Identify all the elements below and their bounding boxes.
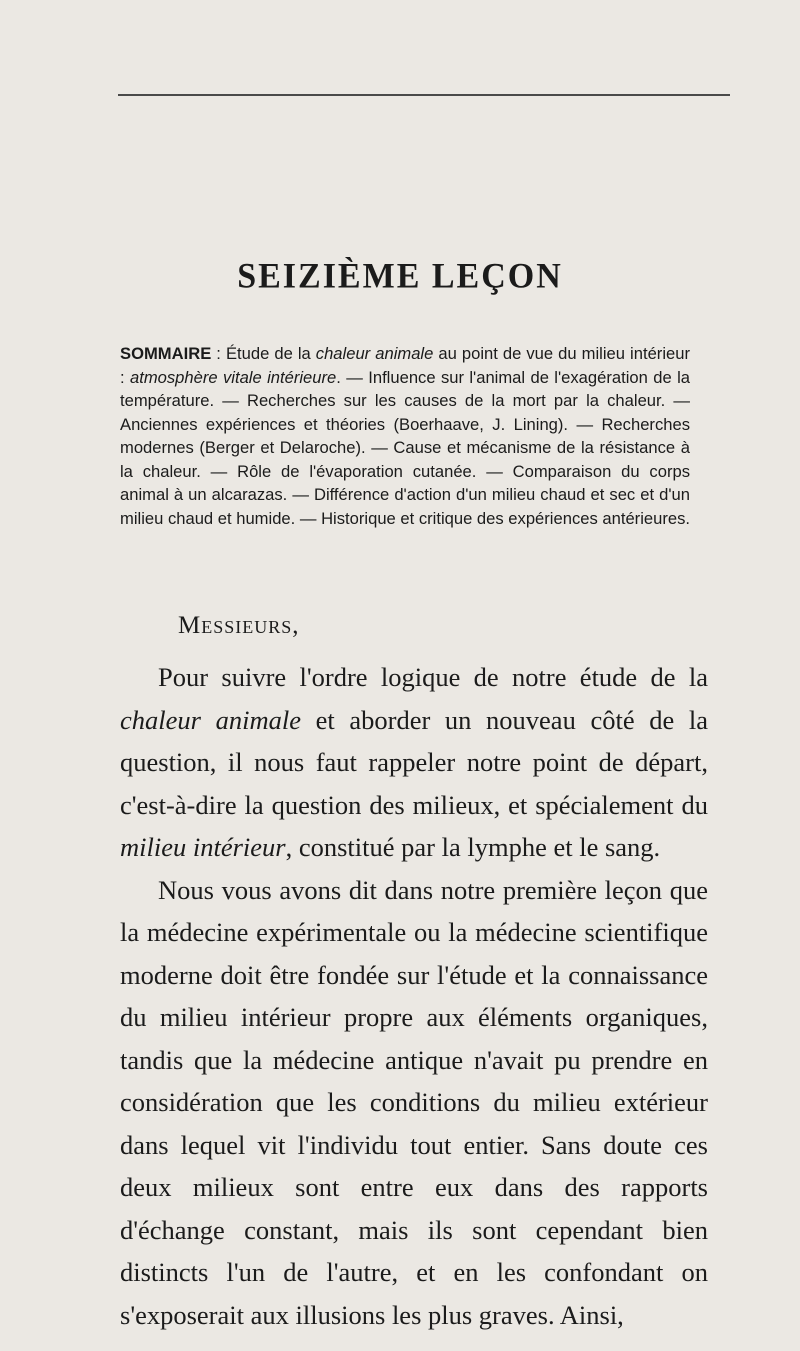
paragraph-1-text-1: Pour suivre l'ordre logique de notre étude de la bbox=[158, 662, 708, 692]
summary-emphasis-1: chaleur animale bbox=[315, 344, 434, 363]
summary-text-3: . — Influence sur l'animal de l'exagération de la température. — Recherches sur les causes de la mort par la chaleur. — Anciennes expériences et théories (Boerhaave, J. Lining). — Recherches modernes (Berger et Delaroche). — Cause et mécanisme de la résistance à la chaleur. — Rôle de l'évaporation cutanée. — Comparaison du corps animal à un alcarazas. — Différence d'action d'un milieu chaud et sec et d'un milieu chaud et humide. — Historique et critique des expériences antérieures. bbox=[120, 367, 691, 528]
paragraph-1 bbox=[120, 656, 708, 869]
salutation: Messieurs, bbox=[178, 612, 300, 639]
summary-text-2: au point de vue du milieu intérieur : bbox=[120, 344, 690, 387]
paragraph-1-emphasis-1: chaleur animale bbox=[120, 704, 301, 735]
paragraph-1-text-3: , constitué par la lymphe et le sang. bbox=[285, 832, 661, 862]
paragraph-1-text-2: et aborder un nouveau côté de la question, il nous faut rappeler notre point de départ, c'est-à-dire la question des milieux, et spécialement du bbox=[120, 704, 708, 820]
summary-text-1: : Étude de la bbox=[211, 344, 316, 363]
body-text bbox=[120, 656, 708, 1336]
header-rule bbox=[118, 94, 730, 96]
summary-emphasis-2: atmosphère vitale intérieure bbox=[129, 367, 337, 387]
lesson-summary bbox=[120, 342, 690, 530]
summary-lead: SOMMAIRE bbox=[120, 344, 212, 363]
paragraph-1-emphasis-2: milieu intérieur bbox=[120, 832, 286, 862]
lesson-title: SEIZIÈME LEÇON bbox=[237, 257, 563, 296]
paragraph-2: Nous vous avons dit dans notre première leçon que la médecine expérimentale ou la médecine scientifique moderne doit être fondée sur l'étude et la connaissance du milieu intérieur propre aux éléments organiques, tandis que la médecine antique n'avait pu prendre en considération que les conditions du milieu extérieur dans lequel vit l'individu tout entier. Sans doute ces deux milieux sont entre eux dans des rapports d'échange constant, mais ils sont cependant bien distincts l'un de l'autre, et en les confondant on s'exposerait aux illusions les plus graves. Ainsi, bbox=[120, 874, 708, 1330]
